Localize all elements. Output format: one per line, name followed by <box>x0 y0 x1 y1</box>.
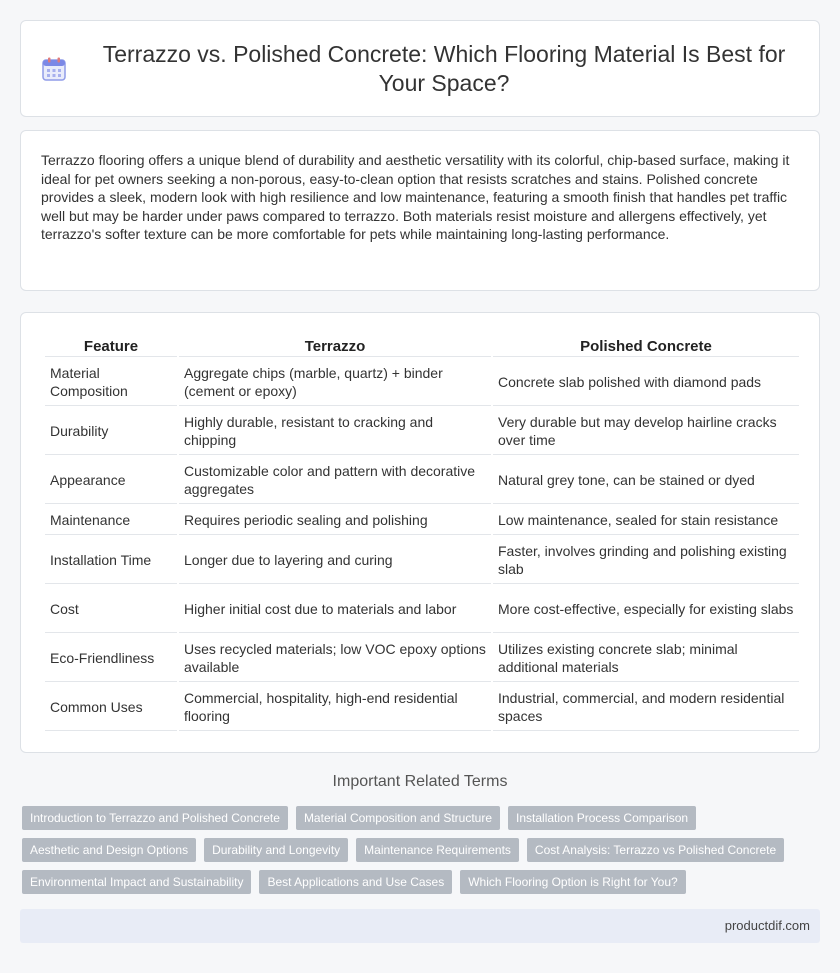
terrazzo-cell: Highly durable, resistant to cracking and chipping <box>179 408 491 455</box>
related-term-tag[interactable]: Environmental Impact and Sustainability <box>22 870 251 894</box>
calendar-icon <box>41 56 67 82</box>
terrazzo-cell: Commercial, hospitality, high-end residential flooring <box>179 684 491 731</box>
related-term-tag[interactable]: Material Composition and Structure <box>296 806 500 830</box>
polished-concrete-cell: Industrial, commercial, and modern residential spaces <box>493 684 799 731</box>
related-term-tag[interactable]: Cost Analysis: Terrazzo vs Polished Concrete <box>527 838 784 862</box>
comparison-table <box>43 333 801 733</box>
intro-card <box>20 130 820 291</box>
table-row <box>45 506 799 535</box>
header-feature: Feature <box>45 335 177 357</box>
page-title: Terrazzo vs. Polished Concrete: Which Flooring Material Is Best for Your Space? <box>102 40 786 96</box>
feature-cell: Appearance <box>45 457 177 504</box>
terrazzo-cell: Higher initial cost due to materials and labor <box>179 586 491 633</box>
feature-cell: Material Composition <box>45 359 177 406</box>
table-row <box>45 537 799 584</box>
table-header-row <box>45 335 799 357</box>
polished-concrete-cell: Faster, involves grinding and polishing existing slab <box>493 537 799 584</box>
related-term-tag[interactable]: Aesthetic and Design Options <box>22 838 196 862</box>
terrazzo-cell: Uses recycled materials; low VOC epoxy options available <box>179 635 491 682</box>
feature-cell: Cost <box>45 586 177 633</box>
polished-concrete-cell: Low maintenance, sealed for stain resistance <box>493 506 799 535</box>
feature-cell: Durability <box>45 408 177 455</box>
related-term-tag[interactable]: Best Applications and Use Cases <box>259 870 452 894</box>
terrazzo-cell: Longer due to layering and curing <box>179 537 491 584</box>
related-terms-title: Important Related Terms <box>332 773 508 790</box>
terrazzo-cell: Requires periodic sealing and polishing <box>179 506 491 535</box>
footer-site-link[interactable]: productdif.com <box>724 918 810 933</box>
header-card <box>20 20 820 117</box>
related-term-tag[interactable]: Maintenance Requirements <box>356 838 519 862</box>
header-polished-concrete: Polished Concrete <box>493 335 799 357</box>
polished-concrete-cell: Concrete slab polished with diamond pads <box>493 359 799 406</box>
feature-cell: Common Uses <box>45 684 177 731</box>
comparison-table-card <box>20 312 820 753</box>
table-row <box>45 635 799 682</box>
feature-cell: Installation Time <box>45 537 177 584</box>
polished-concrete-cell: Natural grey tone, can be stained or dyed <box>493 457 799 504</box>
intro-paragraph: Terrazzo flooring offers a unique blend of durability and aesthetic versatility with its colorful, chip-based surface, making it ideal for pet owners seeking a non-porous, easy-to-clean option that resists scratches and stains. Polished concrete provides a sleek, modern look with high resilience and low maintenance, featuring a smooth finish that handles pet traffic well but may be harder under paws compared to terrazzo. Both materials resist moisture and allergens effectively, yet terrazzo's softer texture can be more comfortable for pets while maintaining long-lasting performance. <box>41 152 790 243</box>
terrazzo-cell: Aggregate chips (marble, quartz) + binder (cement or epoxy) <box>179 359 491 406</box>
related-term-tag[interactable]: Introduction to Terrazzo and Polished Concrete <box>22 806 288 830</box>
polished-concrete-cell: Very durable but may develop hairline cracks over time <box>493 408 799 455</box>
feature-cell: Maintenance <box>45 506 177 535</box>
related-term-tag[interactable]: Durability and Longevity <box>204 838 348 862</box>
footer-bar <box>20 909 820 943</box>
related-term-tag[interactable]: Installation Process Comparison <box>508 806 696 830</box>
polished-concrete-cell: Utilizes existing concrete slab; minimal additional materials <box>493 635 799 682</box>
table-row <box>45 457 799 504</box>
table-row <box>45 408 799 455</box>
polished-concrete-cell: More cost-effective, especially for existing slabs <box>493 586 799 633</box>
table-row <box>45 586 799 633</box>
terrazzo-cell: Customizable color and pattern with decorative aggregates <box>179 457 491 504</box>
table-row <box>45 359 799 406</box>
related-terms-list <box>22 806 812 902</box>
related-term-tag[interactable]: Which Flooring Option is Right for You? <box>460 870 685 894</box>
table-row <box>45 684 799 731</box>
header-terrazzo: Terrazzo <box>179 335 491 357</box>
feature-cell: Eco-Friendliness <box>45 635 177 682</box>
